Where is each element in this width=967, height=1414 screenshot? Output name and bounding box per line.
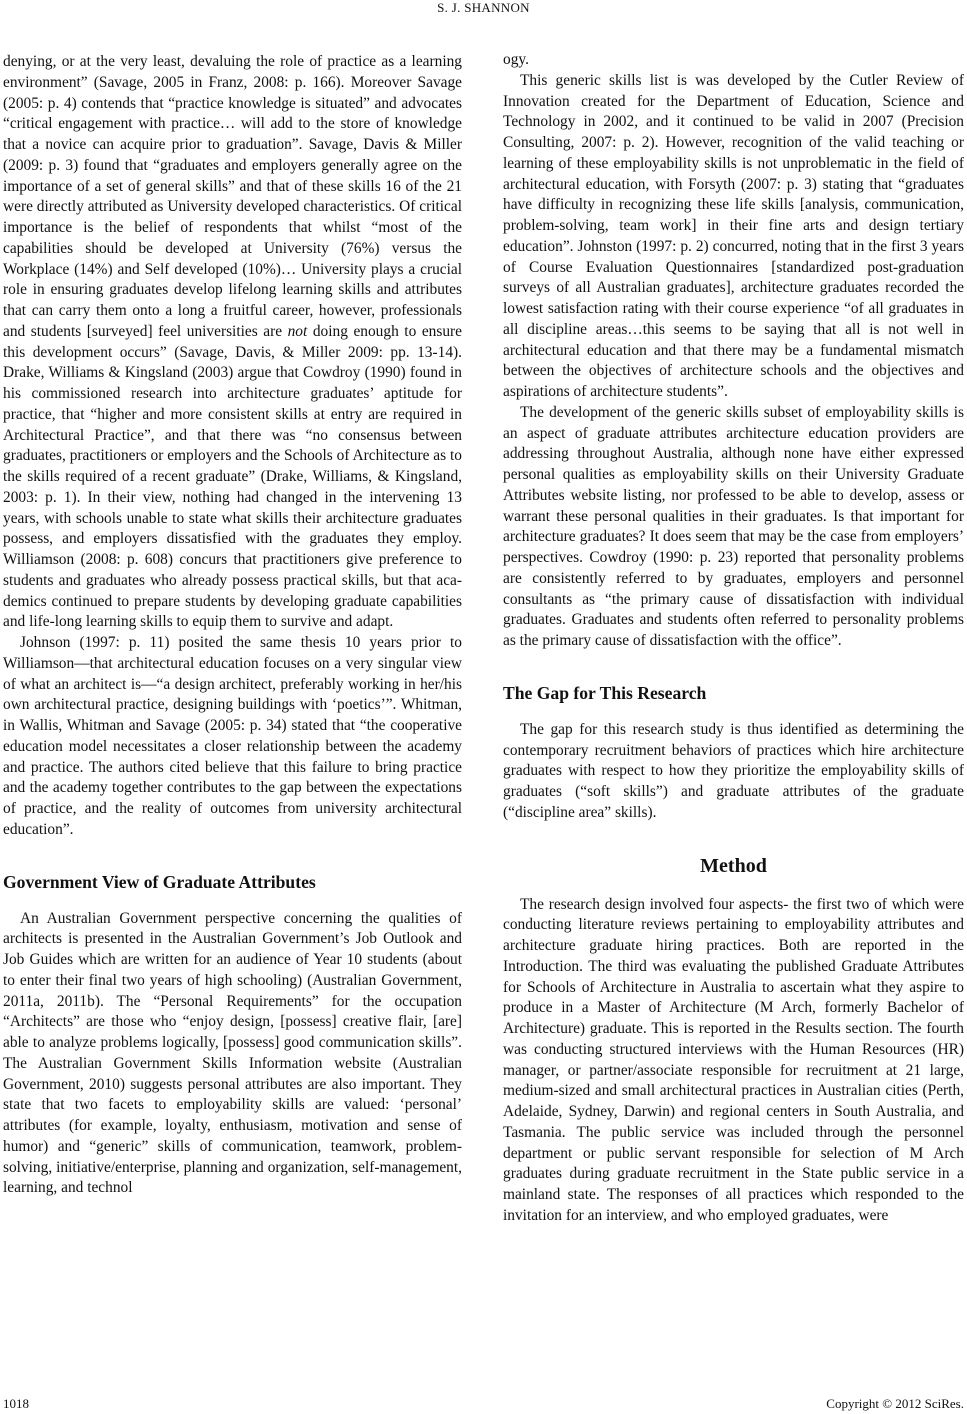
right-column — [503, 50, 964, 1227]
paragraph — [3, 52, 462, 633]
page-number: 1018 — [3, 1396, 29, 1411]
paragraph-text: denying, or at the very least, devaluing the role of practice as a learning environment” (Savage, 2005 in Franz, 2008: p. 166). Moreover Savage (2005: p. 4) contends that “practice knowledge is situated” and advocates “critical engagement with practice… will add to the store of knowledge that a novice can acquire prior to graduation”. Savage, Davis & Miller (2009: p. 3) found that “graduates and employers generally agree on the importance of a set of general skills” and that of these skills 16 of the 21 were directly attributed as University developed characteristics. Of critical importance is the belief of respondents that whilst “most of the capabilities should be developed at University (76%) versus the Workplace (14%) and Self developed (10%)… University plays a crucial role in ensuring graduates develop lifelong learning skills and attributes that can carry them onto a long a fruitful career, however, professionals and students [surveyed] feel universities are — [3, 53, 462, 340]
section-heading-method: Method — [700, 854, 767, 877]
section-heading-government-view: Government View of Graduate Attributes — [3, 871, 316, 892]
copyright-notice: Copyright © 2012 SciRes. — [826, 1396, 964, 1411]
paragraph: An Australian Government perspective concerning the qualities of architects is presented in the Australian Government’s Job Outlook and Job Guides which are written for an audience of Year 10 students (about to enter their final two years of high schooling) (Australian Government, 2011a, 2011b). The “Personal Requirements” for the occupation “Architects” are those who “enjoy design, [possess] creative flair, [are] able to analyze problems logically, [possess] good communication skills”. The Australian Government Skills Information website (Australian Government, 2010) suggests personal attributes are also important. They state that two facets to employability skills are valued: ‘personal’ attributes (for example, loyalty, enthusiasm, motivation and sense of humor) and “generic” skills of communication, teamwork, problem-solving, initiative/enterprise, planning and organization, self-management, learning, and technol — [3, 909, 462, 1197]
running-head: S. J. SHANNON — [437, 0, 530, 15]
paragraph: The development of the generic skills subset of employability skills is an aspect of graduate attributes architecture education providers are addressing throughout Australia, although none have either expressed personal qualities as employability skills on their University Graduate Attributes website listing, nor professed to be able to develop, assess or warrant these personal qualities in their graduates. Is that important for architecture graduates? It does seem that may be the case from employers’ perspectives. Cowdroy (1990: p. 23) reported that personality problems are consistently referred to by graduates, employers and personnel consultants as “the primary cause of dissatisfaction with individual graduates. Graduates and students often referred to personality problems as the primary cause of dissatisfaction with the office”. — [503, 403, 964, 649]
paragraph: ogy. — [503, 51, 529, 68]
paragraph: This generic skills list is was developed by the Cutler Review of Innovation created for the Department of Education, Science and Technology in 2002, and it continued to be valid in 2007 (Precision Consulting, 2007: p. 2). However, recognition of the valid teaching or learning of these employability skills is not unproblematic in the field of architectural education, with Forsyth (2007: p. 3) stating that “graduates have difficulty in recognizing these life skills [analysis, communication, problem-solving, team work] in their fine arts and design tertiary education”. Johnston (1997: p. 2) concurred, noting that in the first 3 years of Course Evaluation Questionnaires [standardized post-graduation surveys of all Australian graduates], architecture graduates recorded the lowest satisfaction rating with their course experience “of all graduates in all discipline areas…this seems to be saying that all is not well in architectural education and that there may be a fundamental mismatch between the objectives of architecture schools and the objectives and aspirations of architecture students”. — [503, 71, 964, 400]
paragraph: Johnson (1997: p. 11) posited the same thesis 10 years prior to Williamson—that architectural education focuses on a very singular view of what an architect is—“a design architect, preferably working in her/his own architectural practice, designing buildings with ‘poetics’”. Whitman, in Wallis, Whitman and Savage (2005: p. 34) stated that “the cooperative education model necessitates a closer relationship between the academy and practice. The authors cited believe that this failure to bring practice and the academy together contributes to the gap between the expectations of practice, and the reality of outcomes from university architectural education”. — [3, 634, 462, 838]
paragraph-text: doing enough to ensure this development occurs” (Savage, Davis, & Miller 2009: pp. 13-14). Drake, Williams & Kingsland (2003) argue that Cowdroy (1990) found in his commissioned research into architecture graduates’ aptitude for practice, that “higher and more consistent skills at entry are required in Architectural Practice”, and that there was “no consensus between graduates, practitioners or employers and the Schools of Architecture as to the skills required of a recent graduate” (Drake, Williams, & Kingsland, 2003: p. 1). In their view, nothing had changed in the intervening 13 years, with schools unable to state what skills their architecture graduates possess, and employers dissatisfied with the graduates they employ. Williamson (2008: p. 608) concurs that practitioners give preference to students and graduates who already possess practical skills, but that academics continued to prepare students by developing graduate capabilities and life-long learning skills to equip them to survive and adapt. — [3, 322, 462, 631]
section-heading-gap: The Gap for This Research — [503, 682, 707, 703]
left-column — [3, 52, 462, 1199]
emphasis-text: not — [287, 322, 308, 340]
paragraph: The research design involved four aspects- the first two of which were conducting literature reviews pertaining to employability attributes and architecture graduate hiring practices. Both are reported in the Introduction. The third was evaluating the published Graduate Attributes for Schools of Architecture in Australia to ascertain what they aspire to produce in a Master of Architecture (M Arch, formerly Bachelor of Architecture) graduate. This is reported in the Results section. The fourth was conducting structured interviews with the Human Resources (HR) manager, or partner/associate responsible for recruitment at 21 large, medium-sized and small architectural practices in Australian cities (Perth, Adelaide, Sydney, Darwin) and regional centers in South Australia, and Tasmania. The public service was included through the personnel department or public servant responsible for selection of M Arch graduates during graduate recruitment in the State public service in a mainland state. The responses of all practices which responded to the invitation for an interview, and who employed graduates, were — [503, 895, 964, 1224]
paragraph: The gap for this research study is thus identified as determining the contemporary recruitment behaviors of practices which hire architecture graduates with respect to how they prioritize the employability skills of graduates (“soft skills”) and graduate attributes of the graduate (“discipline area” skills). — [503, 720, 964, 821]
